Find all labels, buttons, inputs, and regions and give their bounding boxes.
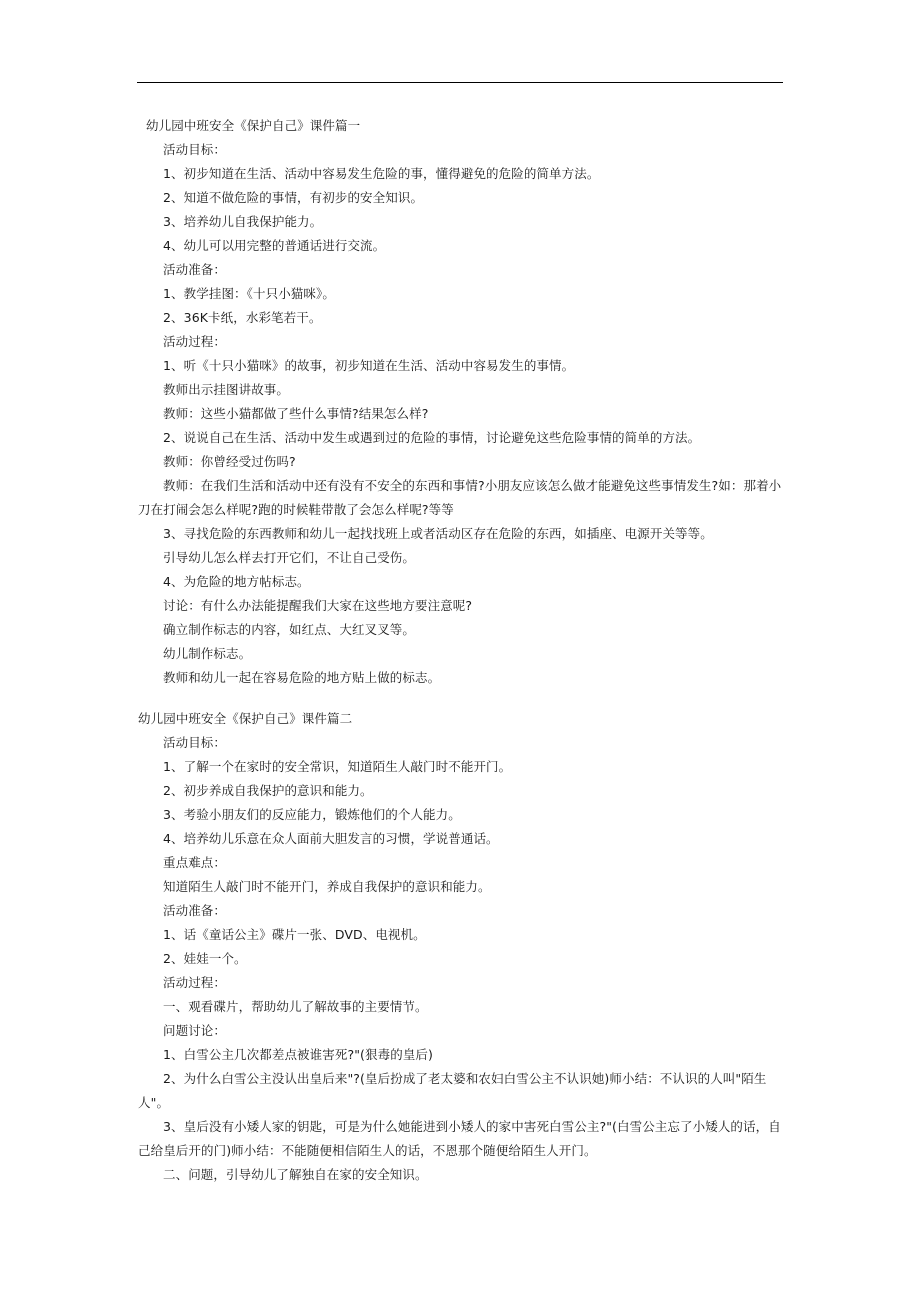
paragraph: 幼儿制作标志。 (163, 646, 252, 661)
paragraph: 4、培养幼儿乐意在众人面前大胆发言的习惯，学说普通话。 (163, 831, 499, 846)
paragraph: 2、为什么白雪公主没认出皇后来"?(皇后扮成了老太婆和农妇白雪公主不认识她)师小结：不认识的人叫"陌生人"。 (138, 1071, 767, 1110)
paragraph: 二、问题，引导幼儿了解独自在家的安全知识。 (163, 1167, 428, 1182)
paragraph: 1、话《童话公主》碟片一张、DVD、电视机。 (163, 927, 426, 942)
paragraph: 问题讨论： (163, 1023, 227, 1038)
paragraph: 1、教学挂图：《十只小猫咪》。 (163, 286, 335, 301)
paragraph: 确立制作标志的内容，如红点、大红叉叉等。 (163, 622, 416, 637)
paragraph: 2、知道不做危险的事情，有初步的安全知识。 (163, 190, 424, 205)
paragraph: 4、为危险的地方帖标志。 (163, 574, 310, 589)
paragraph: 活动过程： (163, 334, 227, 349)
paragraph: 2、初步养成自我保护的意识和能力。 (163, 783, 373, 798)
paragraph: 活动过程： (163, 975, 227, 990)
paragraph: 活动准备： (163, 903, 227, 918)
paragraph: 3、培养幼儿自我保护能力。 (163, 214, 323, 229)
paragraph: 3、皇后没有小矮人家的钥匙，可是为什么她能进到小矮人的家中害死白雪公主?"(白雪公主忘了小矮人的话，自己给皇后开的门)师小结：不能随便相信陌生人的话，不恩那个随便给陌生人开门。 (138, 1119, 781, 1158)
section-title: 幼儿园中班安全《保护自己》课件篇二 (138, 711, 353, 726)
section-title: 幼儿园中班安全《保护自己》课件篇一 (146, 118, 361, 133)
lesson-section-2 (138, 707, 788, 1187)
paragraph: 3、寻找危险的东西教师和幼儿一起找找班上或者活动区存在危险的东西，如插座、电源开关等等。 (163, 526, 713, 541)
paragraph: 3、考验小朋友们的反应能力，锻炼他们的个人能力。 (163, 807, 461, 822)
header-rule (137, 82, 783, 83)
document-body (138, 114, 788, 1187)
paragraph: 活动目标： (163, 735, 227, 750)
paragraph: 1、了解一个在家时的安全常识，知道陌生人敲门时不能开门。 (163, 759, 512, 774)
paragraph: 2、36K卡纸，水彩笔若干。 (163, 310, 322, 325)
paragraph: 教师：你曾经受过伤吗? (163, 454, 296, 469)
paragraph: 教师和幼儿一起在容易危险的地方贴上做的标志。 (163, 670, 441, 685)
paragraph: 教师：在我们生活和活动中还有没有不安全的东西和事情?小朋友应该怎么做才能避免这些事情发生?如：那着小刀在打闹会怎么样呢?跑的时候鞋带散了会怎么样呢?等等 (138, 478, 782, 517)
paragraph: 1、初步知道在生活、活动中容易发生危险的事，懂得避免的危险的简单方法。 (163, 166, 600, 181)
paragraph: 教师出示挂图讲故事。 (163, 382, 290, 397)
paragraph: 1、白雪公主几次都差点被谁害死?"(狠毒的皇后) (163, 1047, 433, 1062)
paragraph: 教师：这些小猫都做了些什么事情?结果怎么样? (163, 406, 429, 421)
paragraph: 1、听《十只小猫咪》的故事，初步知道在生活、活动中容易发生的事情。 (163, 358, 575, 373)
paragraph: 讨论：有什么办法能提醒我们大家在这些地方要注意呢? (163, 598, 473, 613)
paragraph: 重点难点： (163, 855, 227, 870)
paragraph: 知道陌生人敲门时不能开门，养成自我保护的意识和能力。 (163, 879, 491, 894)
paragraph: 一、观看碟片，帮助幼儿了解故事的主要情节。 (163, 999, 428, 1014)
paragraph: 活动准备： (163, 262, 227, 277)
paragraph: 4、幼儿可以用完整的普通话进行交流。 (163, 238, 386, 253)
paragraph: 2、娃娃一个。 (163, 951, 247, 966)
lesson-section-1 (138, 114, 788, 690)
paragraph: 活动目标： (163, 142, 227, 157)
paragraph: 2、说说自己在生活、活动中发生或遇到过的危险的事情，讨论避免这些危险事情的简单的方法。 (163, 430, 701, 445)
paragraph: 引导幼儿怎么样去打开它们，不让自己受伤。 (163, 550, 416, 565)
